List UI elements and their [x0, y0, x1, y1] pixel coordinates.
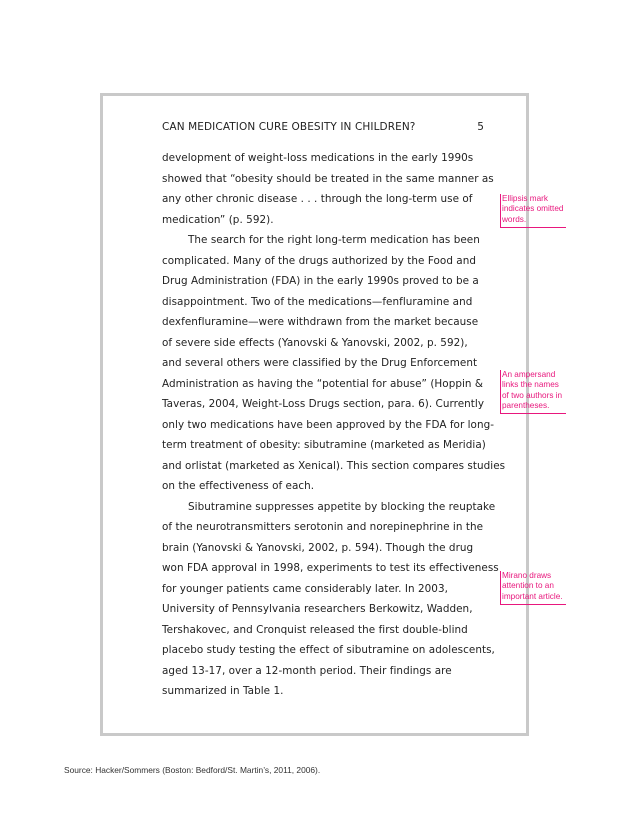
text-line: disappointment. Two of the medications—fenfluramine and [162, 295, 473, 308]
text-line: term treatment of obesity: sibutramine (marketed as Meridia) [162, 439, 486, 451]
page-number: 5 [477, 121, 484, 133]
text-line: brain (Yanovski & Yanovski, 2002, p. 594). Though the drug [162, 541, 474, 554]
text-line: and several others were classified by the Drug Enforcement [162, 357, 478, 369]
text-line: Administration as having the “potential for abuse” (Hoppin & [162, 377, 484, 390]
margin-note-ellipsis: Ellipsis mark indicates omitted words. [500, 194, 566, 228]
text-line: of the neurotransmitters serotonin and norepinephrine in the [162, 521, 484, 533]
text-line: only two medications have been approved by the FDA for long- [162, 418, 495, 431]
text-line: summarized in Table 1. [162, 685, 284, 697]
text-line: dexfenfluramine—were withdrawn from the market because [162, 316, 479, 328]
text-line: aged 13-17, over a 12-month period. Their findings are [162, 664, 452, 677]
text-line: The search for the right long-term medication has been [188, 234, 480, 246]
text-line: complicated. Many of the drugs authorized by the Food and [162, 254, 477, 267]
text-line: development of weight-loss medications in the early 1990s [162, 152, 474, 164]
source-credit: Source: Hacker/Sommers (Boston: Bedford/St. Martin’s, 2011, 2006). [64, 765, 321, 775]
text-line: any other chronic disease . . . through the long-term use of [162, 193, 473, 205]
margin-note-ampersand: An ampersand links the names of two authors in parentheses. [500, 370, 566, 414]
text-line: University of Pennsylvania researchers Berkowitz, Wadden, [162, 603, 473, 615]
running-head-title: CAN MEDICATION CURE OBESITY IN CHILDREN? [162, 121, 416, 133]
text-line: and orlistat (marketed as Xenical). This section compares studies [162, 459, 506, 472]
text-line: for younger patients came considerably later. In 2003, [162, 582, 448, 595]
text-line: Tershakovec, and Cronquist released the first double-blind [162, 623, 468, 636]
text-line: of severe side effects (Yanovski & Yanovski, 2002, p. 592), [162, 336, 468, 349]
margin-note-important-article: Mirano draws attention to an important article. [500, 571, 566, 605]
text-line: Taveras, 2004, Weight-Loss Drugs section, para. 6). Currently [162, 398, 485, 410]
text-line: placebo study testing the effect of sibutramine on adolescents, [162, 644, 495, 656]
text-line: on the effectiveness of each. [162, 480, 315, 492]
text-line: won FDA approval in 1998, experiments to test its effectiveness [162, 562, 499, 574]
text-line: medication” (p. 592). [162, 213, 274, 226]
text-line: Drug Administration (FDA) in the early 1990s proved to be a [162, 275, 479, 287]
text-line: showed that “obesity should be treated in the same manner as [162, 172, 494, 185]
text-line: Sibutramine suppresses appetite by blocking the reuptake [188, 500, 496, 513]
body-text [162, 148, 506, 702]
